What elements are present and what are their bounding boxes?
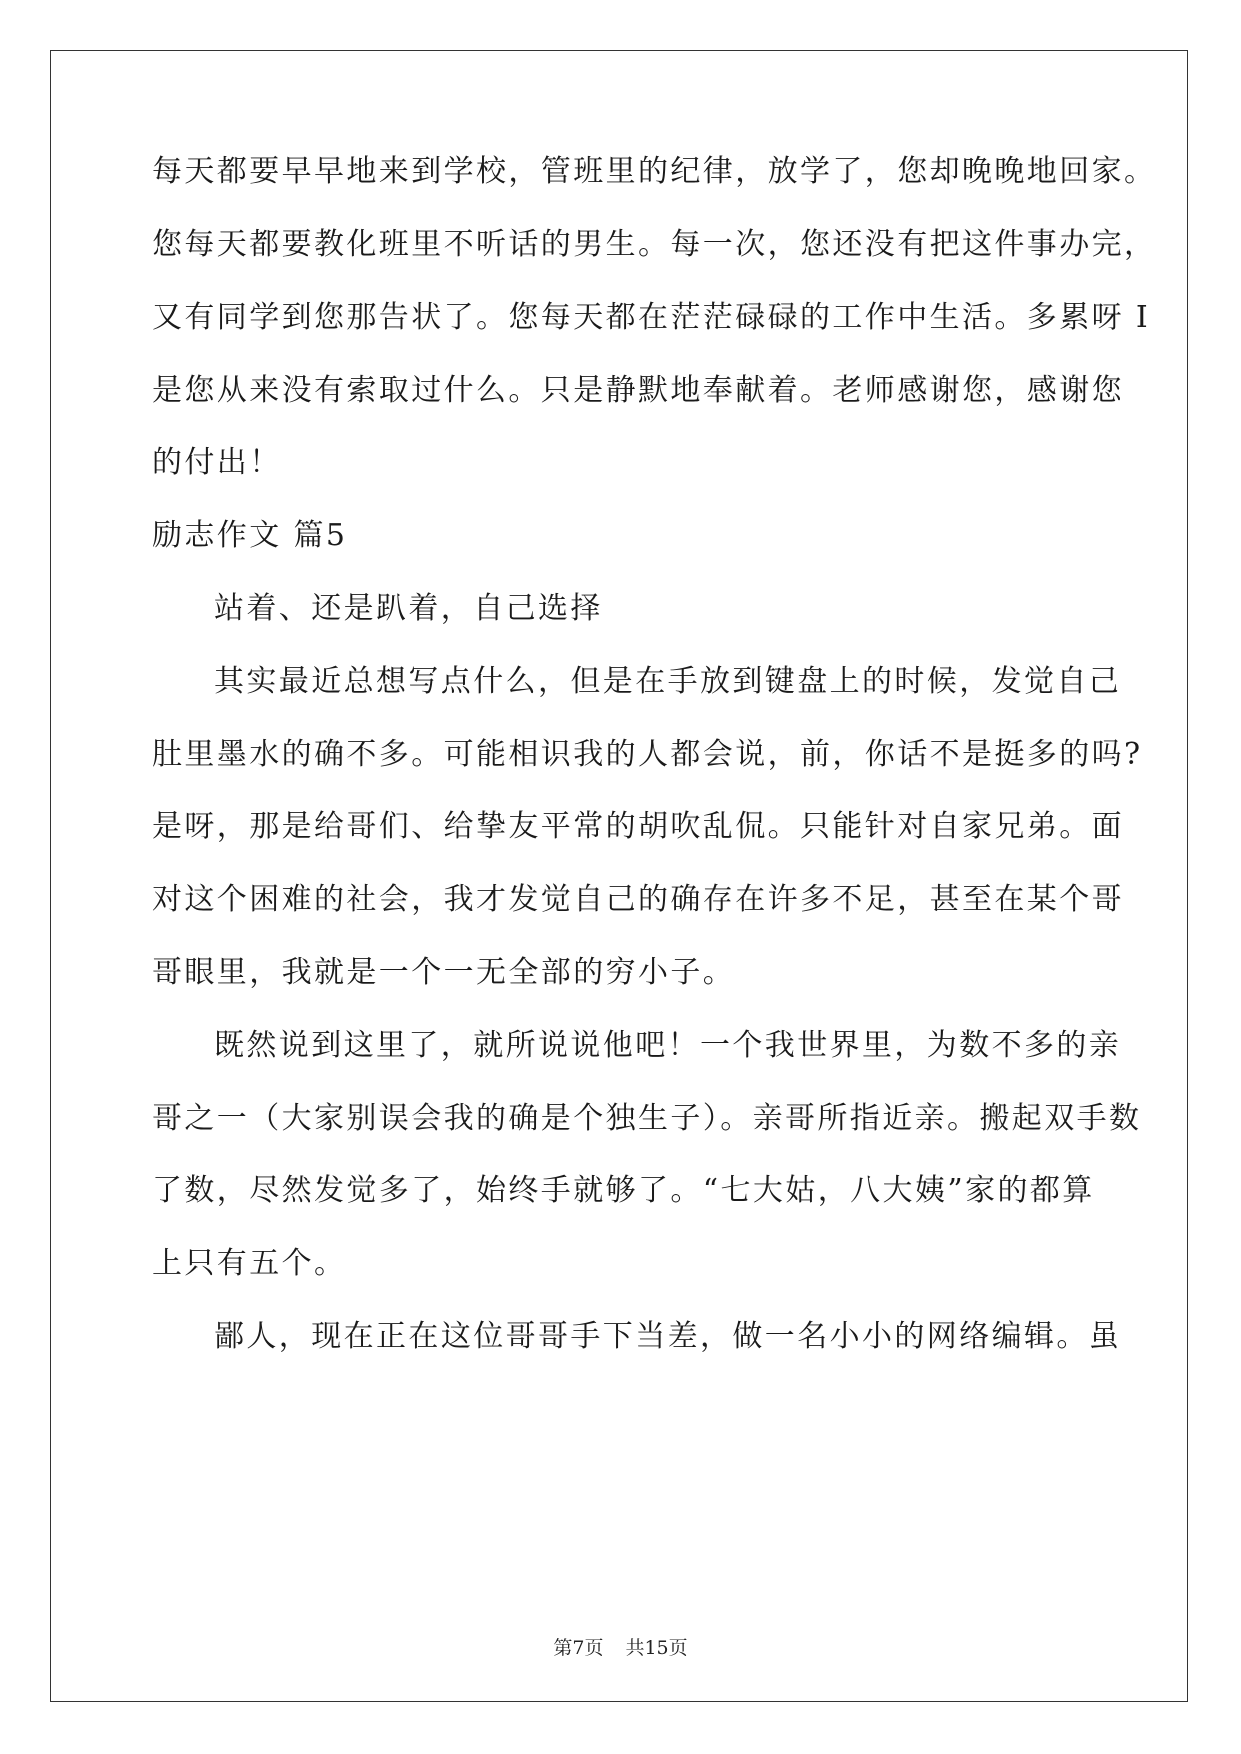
text-line: 肚里墨水的确不多。可能相识我的人都会说，前，你话不是挺多的吗? <box>152 737 1143 772</box>
text-line: 又有同学到您那告状了。您每天都在茫茫碌碌的工作中生活。多累呀 I <box>152 300 1151 335</box>
text-line: 的付出！ <box>152 445 282 480</box>
text-line: 是呀，那是给哥们、给挚友平常的胡吹乱侃。只能针对自家兄弟。面 <box>152 809 1124 844</box>
text-line: 每天都要早早地来到学校，管班里的纪律，放学了，您却晚晚地回家。 <box>152 154 1157 189</box>
text-line: 哥眼里，我就是一个一无全部的穷小子。 <box>152 955 736 990</box>
page-number: 第7页 <box>553 1637 604 1659</box>
section-heading: 励志作文 篇5 <box>152 518 348 553</box>
page-total: 共15页 <box>625 1637 688 1659</box>
text-line: 了数，尽然发觉多了，始终手就够了。“七大姑，八大姨”家的都算 <box>152 1173 1095 1208</box>
text-line: 既然说到这里了，就所说说他吧！一个我世界里，为数不多的亲 <box>214 1028 1122 1063</box>
text-line: 对这个困难的社会，我才发觉自己的确存在许多不足，甚至在某个哥 <box>152 882 1124 917</box>
text-line: 是您从来没有索取过什么。只是静默地奉献着。老师感谢您，感谢您 <box>152 373 1124 408</box>
text-line: 您每天都要教化班里不听话的男生。每一次，您还没有把这件事办完， <box>152 227 1157 262</box>
text-line: 哥之一（大家别误会我的确是个独生子）。亲哥所指近亲。搬起双手数 <box>152 1101 1142 1136</box>
page-footer <box>0 1636 1241 1660</box>
text-line: 其实最近总想写点什么，但是在手放到键盘上的时候，发觉自己 <box>214 664 1122 699</box>
text-line: 鄙人，现在正在这位哥哥手下当差，做一名小小的网络编辑。虽 <box>214 1319 1122 1354</box>
essay-subtitle: 站着、还是趴着，自己选择 <box>214 591 603 626</box>
text-line: 上只有五个。 <box>152 1246 347 1281</box>
